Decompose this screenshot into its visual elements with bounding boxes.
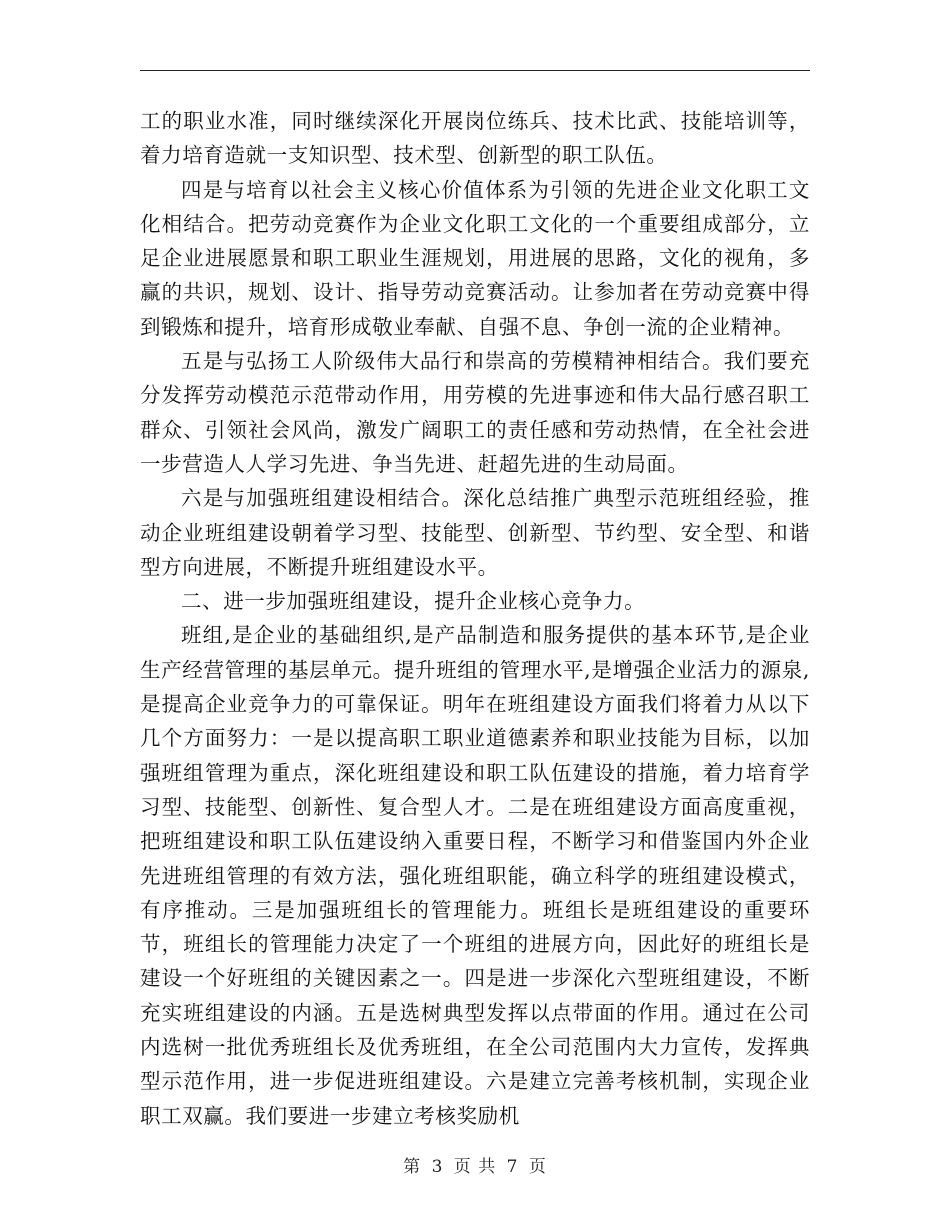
paragraph: 五是与弘扬工人阶级伟大品行和崇高的劳模精神相结合。我们要充分发挥劳动模范示范带动作用，用劳模的先进事迹和伟大品行感召职工群众、引领社会风尚，激发广阔职工的责任感和劳动热情，在全社会进一步营造人人学习先进、争当先进、赶超先进的生动局面。 [140,349,810,476]
page-number: 3 [431,1157,444,1177]
page-footer [0,1152,950,1177]
total-pages: 7 [506,1157,519,1177]
paragraph: 工的职业水准，同时继续深化开展岗位练兵、技术比武、技能培训等，着力培育造就一支知识型、技术型、创新型的职工队伍。 [140,109,810,168]
paragraph: 六是与加强班组建设相结合。深化总结推广典型示范班组经验，推动企业班组建设朝着学习型、技能型、创新型、节约型、安全型、和谐型方向进展，不断提升班组建设水平。 [140,486,810,579]
paragraph: 四是与培育以社会主义核心价值体系为引领的先进企业文化职工文化相结合。把劳动竞赛作为企业文化职工文化的一个重要组成部分，立足企业进展愿景和职工职业生涯规划，用进展的思路，文化的视角，多赢的共识，规划、设计、指导劳动竞赛活动。让参加者在劳动竞赛中得到锻炼和提升，培育形成敬业奉献、自强不息、争创一流的企业精神。 [140,177,810,339]
header-rule [140,70,810,71]
footer-prefix: 第 [403,1157,422,1177]
footer-middle: 页 共 [453,1157,497,1177]
document-body [140,104,810,1133]
paragraph: 班组,是企业的基础组织,是产品制造和服务提供的基本环节,是企业生产经营管理的基层单元。提升班组的管理水平,是增强企业活力的源泉,是提高企业竞争力的可靠保证。明年在班组建设方面我们将着力从以下几个方面努力：一是以提高职工职业道德素养和职业技能为目标，以加强班组管理为重点，深化班组建设和职工队伍建设的措施，着力培育学习型、技能型、创新性、复合型人才。二是在班组建设方面高度重视，把班组建设和职工队伍建设纳入重要日程，不断学习和借鉴国内外企业先进班组管理的有效方法，强化班组职能，确立科学的班组建设模式，有序推动。三是加强班组长的管理能力。班组长是班组建设的重要环节，班组长的管理能力决定了一个班组的进展方向，因此好的班组长是建设一个好班组的关键因素之一。四是进一步深化六型班组建设，不断充实班组建设的内涵。五是选树典型发挥以点带面的作用。通过在公司内选树一批优秀班组长及优秀班组，在全公司范围内大力宣传，发挥典型示范作用，进一步促进班组建设。六是建立完善考核机制，实现企业职工双赢。我们要进一步建立考核奖励机 [140,623,810,1128]
footer-suffix: 页 [528,1157,547,1177]
section-heading: 二、进一步加强班组建设，提升企业核心竞争力。 [181,589,646,614]
